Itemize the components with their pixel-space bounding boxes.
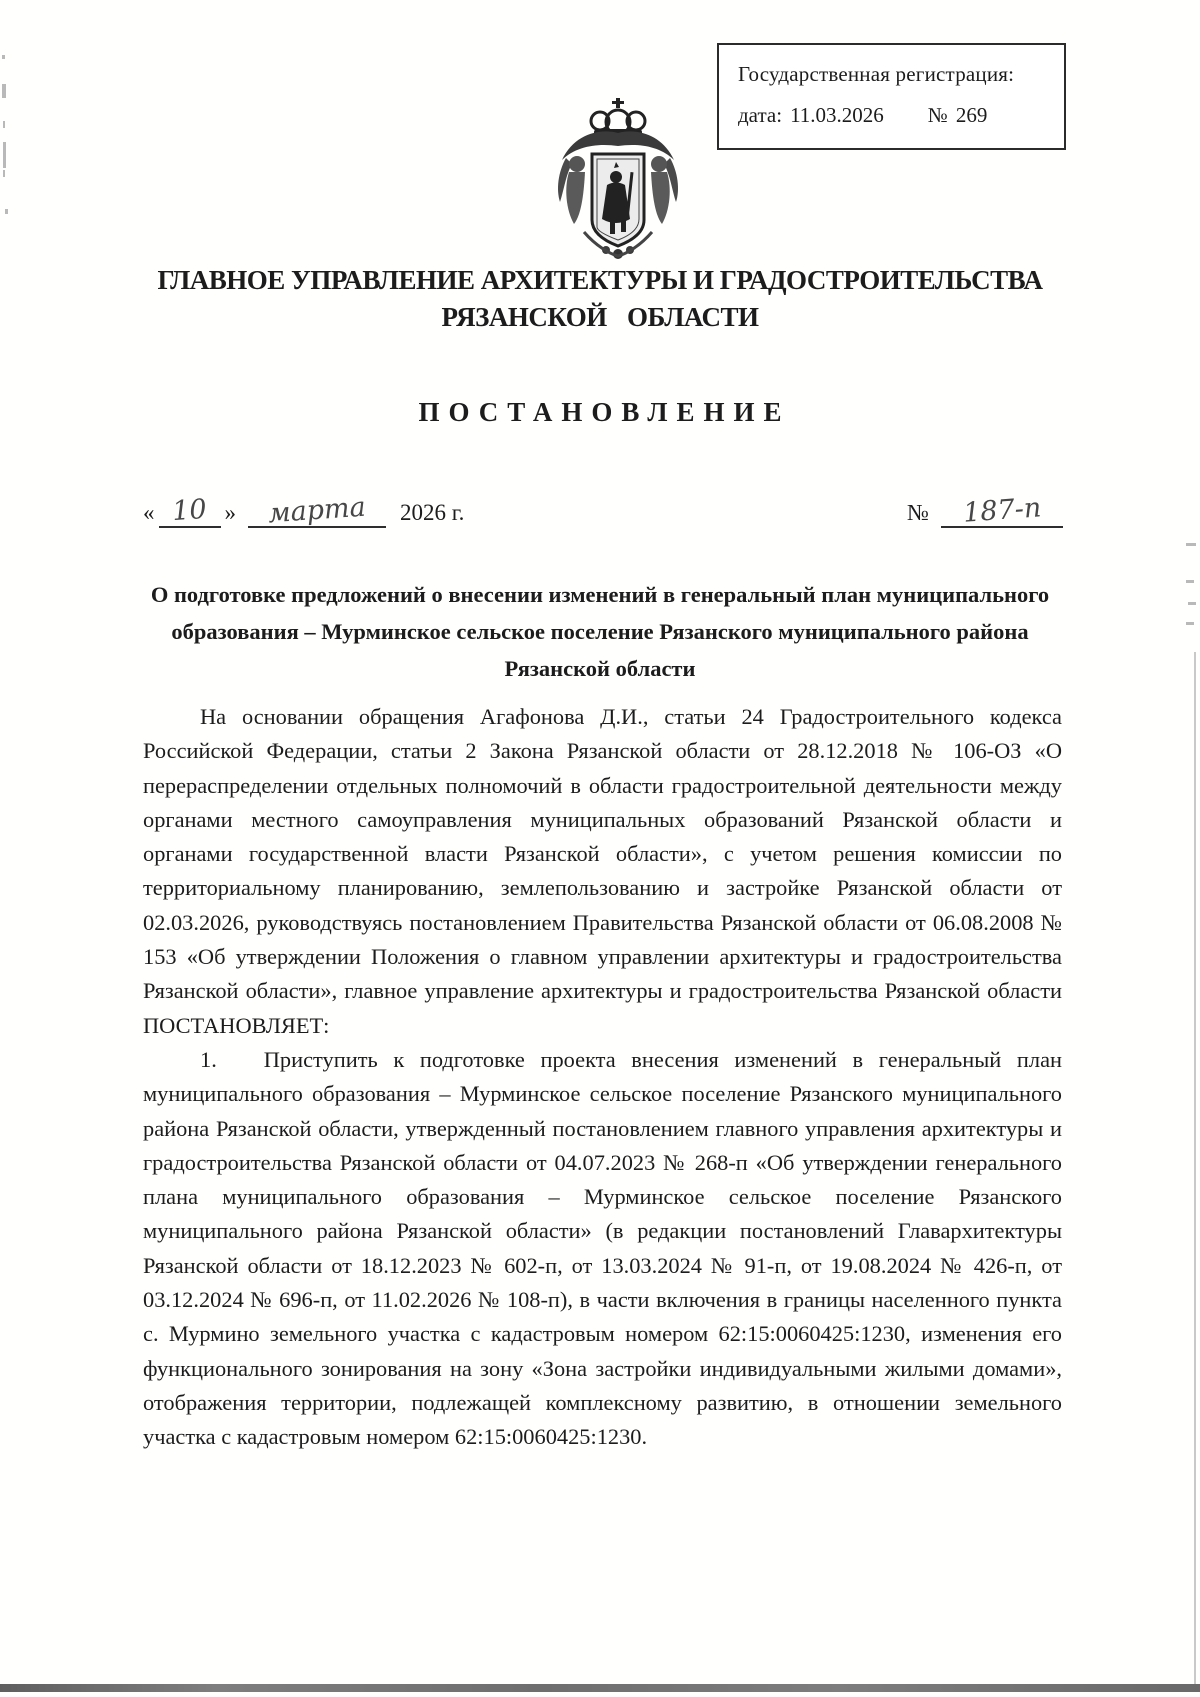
document-type-title: ПОСТАНОВЛЕНИЕ <box>418 397 791 427</box>
day-blank <box>159 494 221 528</box>
org-name-line1: ГЛАВНОЕ УПРАВЛЕНИЕ АРХИТЕКТУРЫ И ГРАДОСТРОИТЕЛЬСТВА <box>157 265 1043 295</box>
registration-date-value: 11.03.2026 <box>790 103 884 127</box>
registration-date-label: дата: <box>738 103 783 127</box>
body-paragraph-2: 1. Приступить к подготовке проекта внесения изменений в генеральный план муниципального образования – Мурминское сельское поселение Рязанского муниципального района Рязанской области, утвержденный постановлением главного управления архитектуры и градостроительства Рязанской области от 04.07.2023 № 268-п «Об утверждении генерального плана муниципального образования – Мурминское сельское поселение Рязанского муниципального района Рязанской области» (в редакции постановлений Главархитектуры Рязанской области от 18.12.2023 № 602-п, от 13.03.2024 № 91-п, от 19.08.2024 № 426-п, от 03.12.2024 № 696-п, от 11.02.2026 № 108-п), в части включения в границы населенного пункта с. Мурмино земельного участка с кадастровым номером 62:15:0060425:1230, изменения его функционального зонирования на зону «Зона застройки индивидуальными жилыми домами», отображения территории, подлежащей комплексному развитию, в отношении земельного участка с кадастровым номером 62:15:0060425:1230. <box>143 1046 1062 1450</box>
registration-number-label: № <box>927 103 948 127</box>
scan-artifact <box>1186 622 1194 625</box>
handwritten-day: 10 <box>171 493 208 528</box>
number-blank <box>941 494 1063 528</box>
registration-stamp-row <box>738 103 1048 128</box>
scan-artifact <box>2 84 6 98</box>
scan-artifact <box>3 142 6 168</box>
registration-number-value: 269 <box>955 103 988 127</box>
scan-artifact <box>1186 580 1194 583</box>
requisites-line <box>143 482 1063 528</box>
scan-artifact <box>3 121 5 128</box>
org-name <box>0 262 1200 336</box>
registration-stamp-title: Государственная регистрация: <box>738 62 1015 86</box>
scan-bottom-line <box>0 1684 1200 1692</box>
org-name-line2: РЯЗАНСКОЙ ОБЛАСТИ <box>441 302 759 332</box>
document-subject: О подготовке предложений о внесении изменений в генеральный план муниципального образования – Мурминское сельское поселение Рязанского муниципального района Рязанской области <box>150 582 1050 681</box>
date-field <box>143 491 465 530</box>
year-text: 2026 г. <box>400 500 465 525</box>
registration-stamp-box <box>717 43 1066 150</box>
scan-artifact <box>3 170 5 177</box>
body-paragraph-1: На основании обращения Агафонова Д.И., статьи 24 Градостроительного кодекса Российской Федерации, статьи 2 Закона Рязанской области от 28.12.2018 № 106-ОЗ «О перераспределении отдельных полномочий в области градостроительной деятельности между органами местного самоуправления муниципальных образований Рязанской области и органами государственной власти Рязанской области», с учетом решения комиссии по территориальному планированию, землепользованию и застройке Рязанской области от 02.03.2026, руководствуясь постановлением Правительства Рязанской области от 06.08.2008 № 153 «Об утверждении Положения о главном управлении архитектуры и градостроительства Рязанской области», главное управление архитектуры и градостроительства Рязанской области ПОСТАНОВЛЯЕТ: <box>143 704 1062 1038</box>
ryazan-coat-of-arms-icon <box>544 98 692 264</box>
handwritten-month: марта <box>267 491 367 530</box>
close-quote: » <box>224 500 236 525</box>
document-number-label: № <box>907 500 929 525</box>
scan-artifact <box>1186 543 1196 546</box>
month-blank <box>248 491 386 530</box>
scan-artifact <box>2 55 5 59</box>
handwritten-number: 187-п <box>962 492 1043 529</box>
document-body <box>143 700 1062 1455</box>
scan-artifact <box>1188 602 1196 605</box>
scan-artifact <box>5 209 8 214</box>
scan-edge-line <box>1194 652 1196 1690</box>
number-field <box>907 494 1063 528</box>
open-quote: « <box>143 500 155 525</box>
